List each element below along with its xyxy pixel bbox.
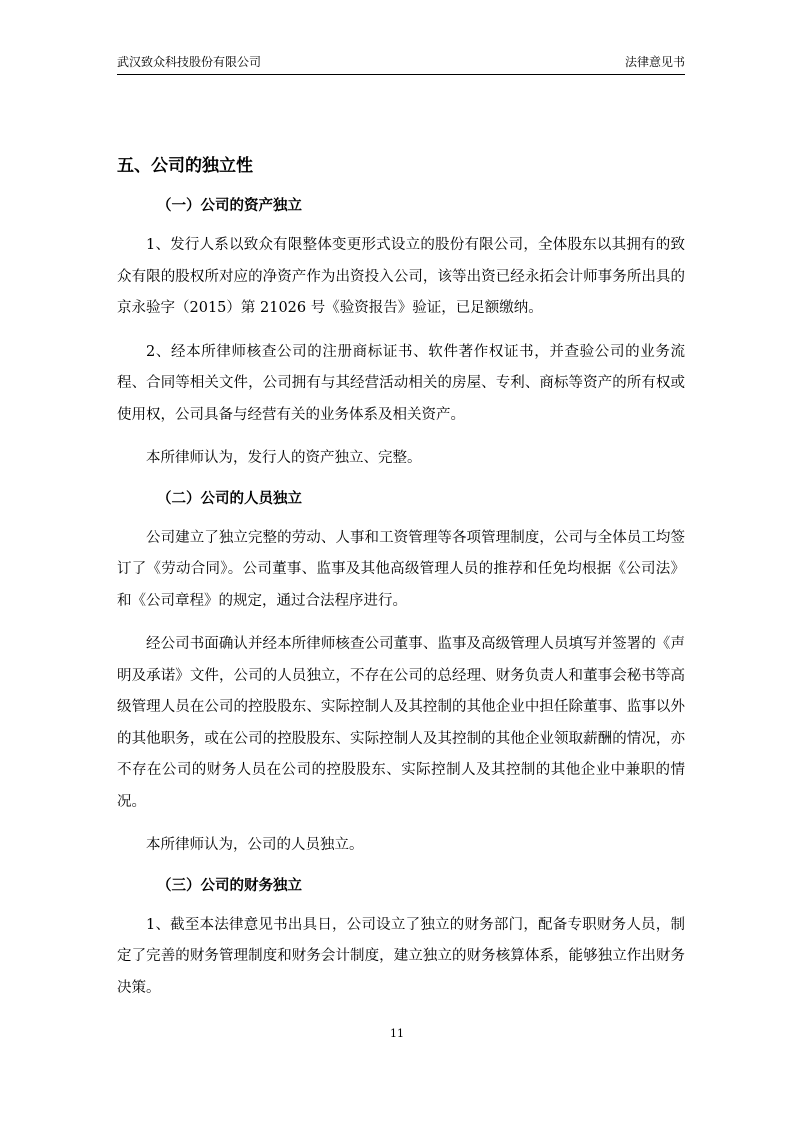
subsection-title-finance: （三）公司的财务独立 bbox=[157, 877, 302, 894]
paragraph: 2、经本所律师核查公司的注册商标证书、软件著作权证书，并查验公司的业务流程、合同等相关文件，公司拥有与其经营活动相关的房屋、专利、商标等资产的所有权或使用权，公司具备与经营有关的业务体系及相关资产。 bbox=[117, 343, 685, 423]
header-document-type: 法律意见书 bbox=[624, 55, 685, 69]
paragraph: 1、截至本法律意见书出具日，公司设立了独立的财务部门，配备专职财务人员，制定了完善的财务管理制度和财务会计制度，建立独立的财务核算体系，能够独立作出财务决策。 bbox=[117, 916, 685, 996]
header-company-name: 武汉致众科技股份有限公司 bbox=[117, 55, 262, 69]
document-body bbox=[117, 154, 685, 1016]
paragraph: 公司建立了独立完整的劳动、人事和工资管理等各项管理制度，公司与全体员工均签订了《劳动合同》。公司董事、监事及其他高级管理人员的推荐和任免均根据《公司法》和《公司章程》的规定，通过合法程序进行。 bbox=[117, 529, 685, 609]
section-title: 五、公司的独立性 bbox=[117, 156, 253, 176]
subsection-title-asset: （一）公司的资产独立 bbox=[157, 198, 302, 214]
paragraph: 经公司书面确认并经本所律师核查公司董事、监事及高级管理人员填写并签署的《声明及承诺》文件，公司的人员独立，不存在公司的总经理、财务负责人和董事会秘书等高级管理人员在公司的控股股东、实际控制人及其控制的其他企业中担任除董事、监事以外的其他职务，或在公司的控股股东、实际控制人及其控制的其他企业领取薪酬的情况，亦不存在公司的财务人员在公司的控股股东、实际控制人及其控制的其他企业中兼职的情况。 bbox=[117, 636, 685, 810]
paragraph: 本所律师认为，公司的人员独立。 bbox=[146, 837, 364, 853]
page-header bbox=[117, 50, 685, 75]
paragraph: 1、发行人系以致众有限整体变更形式设立的股份有限公司，全体股东以其拥有的致众有限的股权所对应的净资产作为出资投入公司，该等出资已经永拓会计师事务所出具的京永验字（2015）第 21026 号《验资报告》验证，已足额缴纳。 bbox=[117, 237, 685, 316]
subsection-title-personnel: （二）公司的人员独立 bbox=[157, 490, 302, 507]
paragraph: 本所律师认为，发行人的资产独立、完整。 bbox=[146, 450, 422, 466]
page-number: 11 bbox=[390, 1027, 404, 1040]
